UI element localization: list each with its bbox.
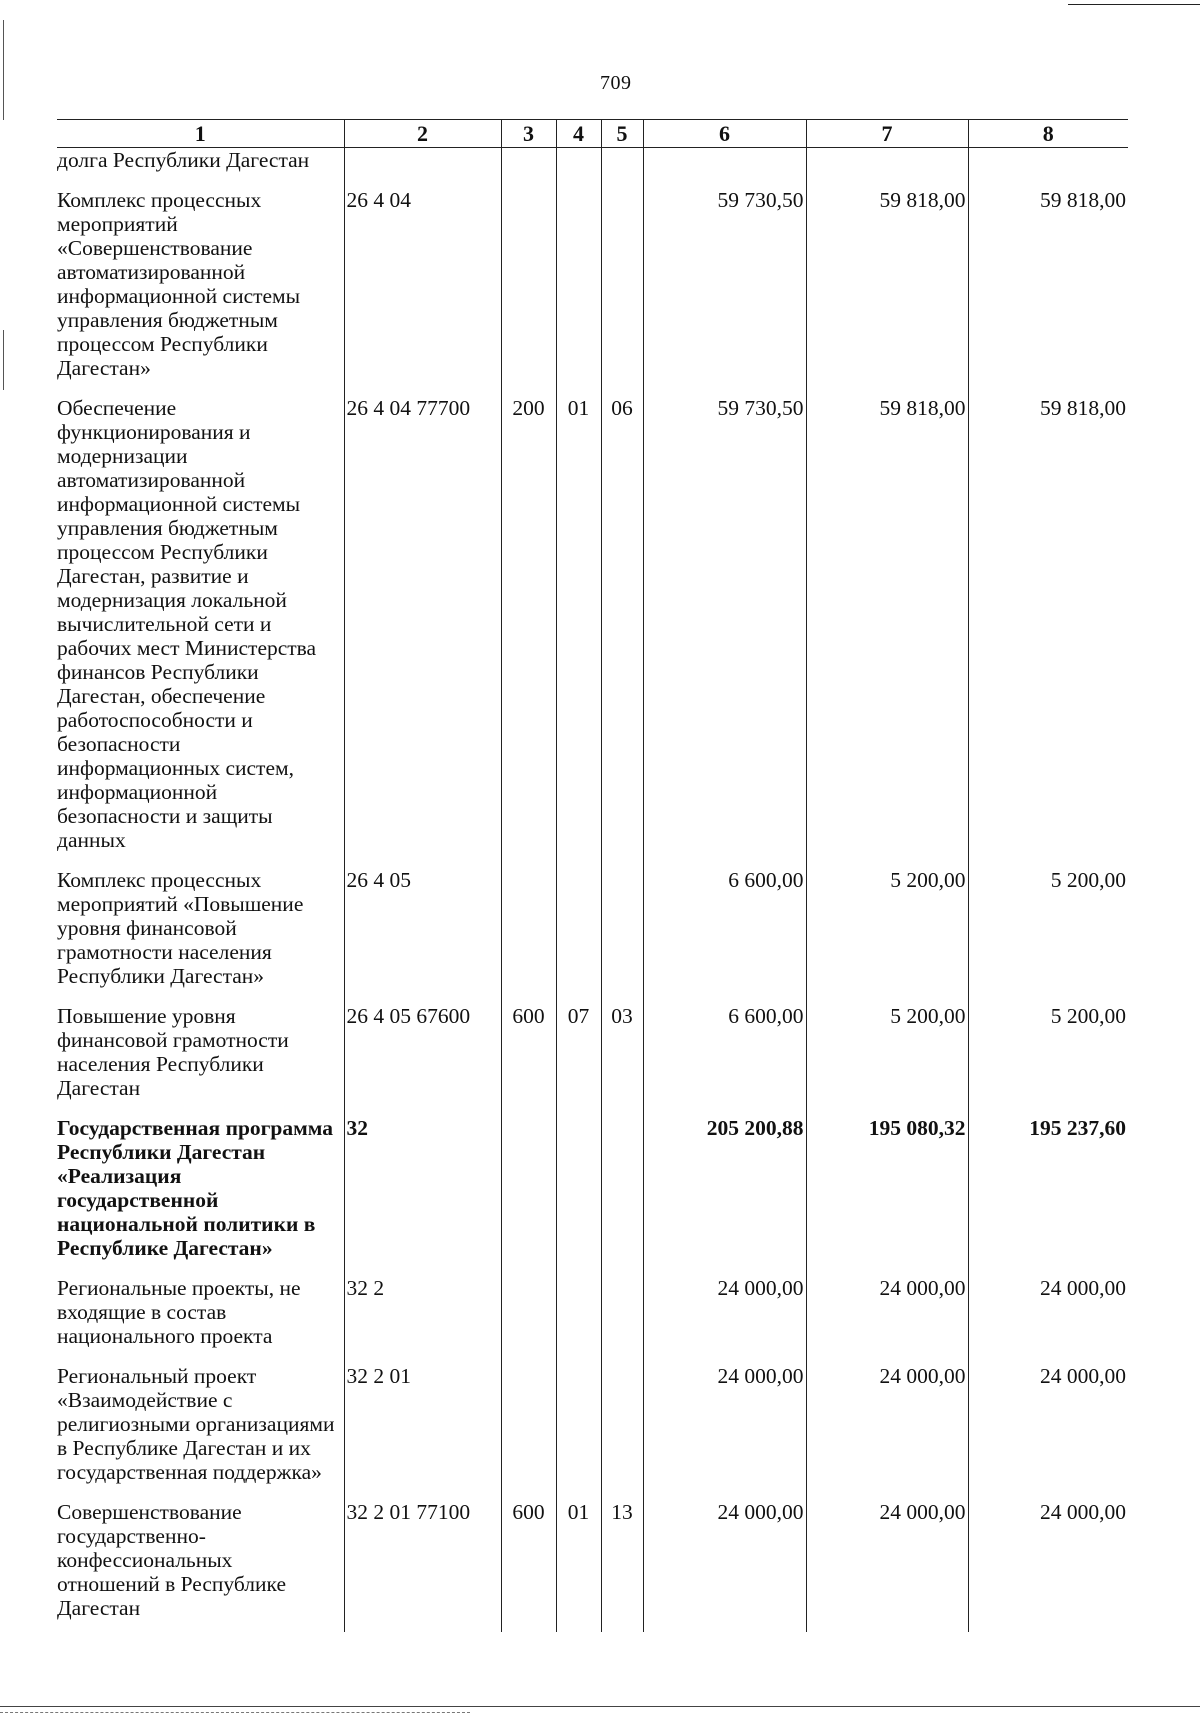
row-name: Обеспечение функционирования и модернизации автоматизированной информационной системы управления бюджетным процессом Республики Дагестан, развитие и модернизация локальной вычислительной сети и рабочих мест Министерства финансов Республики Дагестан, обеспечение работоспособности и безопасности информационных систем, информационной безопасности и защиты данных: [57, 396, 317, 852]
row-amount-col7: 59 818,00: [806, 396, 968, 868]
table-row: [57, 1004, 1128, 1116]
column-header: 7: [806, 120, 968, 148]
row-section: [556, 1116, 601, 1276]
row-expense-type: [501, 868, 556, 1004]
row-code: 32 2: [344, 1276, 501, 1364]
row-amount-col8: 5 200,00: [968, 868, 1128, 1004]
row-expense-type: 200: [501, 396, 556, 868]
row-code: 32 2 01 77100: [344, 1500, 501, 1632]
table-body: [57, 148, 1128, 1633]
row-code: 26 4 05: [344, 868, 501, 1004]
row-name: долга Республики Дагестан: [57, 148, 310, 172]
row-subsection: [601, 868, 643, 1004]
row-amount-col7: 195 080,32: [806, 1116, 968, 1276]
row-amount-col6: 24 000,00: [643, 1364, 806, 1500]
row-amount-col6: 205 200,88: [643, 1116, 806, 1276]
row-subsection: [601, 148, 643, 189]
left-edge-mark: [3, 330, 4, 390]
row-section: [556, 148, 601, 189]
budget-table: [57, 119, 1128, 1632]
row-amount-col8: 5 200,00: [968, 1004, 1128, 1116]
left-edge-mark: [3, 20, 4, 120]
row-amount-col7: [806, 148, 968, 189]
row-subsection: 06: [601, 396, 643, 868]
column-header: 1: [57, 120, 344, 148]
row-amount-col7: 5 200,00: [806, 1004, 968, 1116]
row-subsection: [601, 1116, 643, 1276]
row-section: 01: [556, 396, 601, 868]
row-code: 32 2 01: [344, 1364, 501, 1500]
top-edge-rule: [1068, 4, 1200, 5]
page-number: 709: [600, 72, 632, 94]
row-amount-col8: 24 000,00: [968, 1276, 1128, 1364]
table-row: [57, 1500, 1128, 1632]
row-name: Комплекс процессных мероприятий «Совершенствование автоматизированной информационной системы управления бюджетным процессом Республики Дагестан»: [57, 188, 301, 380]
row-amount-col6: 24 000,00: [643, 1500, 806, 1632]
row-expense-type: 600: [501, 1004, 556, 1116]
row-amount-col6: 6 600,00: [643, 1004, 806, 1116]
row-code: 26 4 04 77700: [344, 396, 501, 868]
row-amount-col6: 6 600,00: [643, 868, 806, 1004]
column-header: 2: [344, 120, 501, 148]
row-name: Региональный проект «Взаимодействие с религиозными организациями в Республике Дагестан и их государственная поддержка»: [57, 1364, 335, 1484]
row-amount-col8: [968, 148, 1128, 189]
row-amount-col8: 24 000,00: [968, 1500, 1128, 1632]
row-expense-type: [501, 1116, 556, 1276]
row-name: Комплекс процессных мероприятий «Повышение уровня финансовой грамотности населения Республики Дагестан»: [57, 868, 304, 988]
bottom-edge-dashed-rule: [0, 1712, 470, 1713]
row-section: [556, 1364, 601, 1500]
column-header: 4: [556, 120, 601, 148]
row-amount-col8: 24 000,00: [968, 1364, 1128, 1500]
row-amount-col8: 195 237,60: [968, 1116, 1128, 1276]
row-amount-col7: 59 818,00: [806, 188, 968, 396]
row-code: 26 4 05 67600: [344, 1004, 501, 1116]
row-subsection: [601, 1276, 643, 1364]
row-code: 32: [344, 1116, 501, 1276]
column-header: 8: [968, 120, 1128, 148]
table-row: [57, 396, 1128, 868]
row-name: Государственная программа Республики Дагестан «Реализация государственной национальной политики в Республике Дагестан»: [57, 1116, 334, 1260]
row-section: 07: [556, 1004, 601, 1116]
row-amount-col7: 24 000,00: [806, 1500, 968, 1632]
table-row: [57, 868, 1128, 1004]
row-amount-col6: 59 730,50: [643, 396, 806, 868]
row-code: 26 4 04: [344, 188, 501, 396]
row-name: Повышение уровня финансовой грамотности населения Республики Дагестан: [57, 1004, 289, 1100]
row-expense-type: [501, 148, 556, 189]
header-row: [57, 120, 1128, 148]
table-row: [57, 1276, 1128, 1364]
row-amount-col6: [643, 148, 806, 189]
column-header: 3: [501, 120, 556, 148]
bottom-edge-rule: [0, 1706, 1200, 1707]
row-expense-type: [501, 1364, 556, 1500]
row-amount-col7: 5 200,00: [806, 868, 968, 1004]
row-section: [556, 1276, 601, 1364]
row-subsection: 13: [601, 1500, 643, 1632]
row-section: 01: [556, 1500, 601, 1632]
row-name: Региональные проекты, не входящие в состав национального проекта: [57, 1276, 301, 1348]
row-subsection: 03: [601, 1004, 643, 1116]
table-row: [57, 148, 1128, 189]
row-amount-col7: 24 000,00: [806, 1276, 968, 1364]
row-subsection: [601, 1364, 643, 1500]
column-header: 5: [601, 120, 643, 148]
row-amount-col8: 59 818,00: [968, 188, 1128, 396]
row-section: [556, 188, 601, 396]
row-expense-type: [501, 188, 556, 396]
row-amount-col6: 24 000,00: [643, 1276, 806, 1364]
row-subsection: [601, 188, 643, 396]
table-row: [57, 188, 1128, 396]
table-row: [57, 1364, 1128, 1500]
row-code: [344, 148, 501, 189]
row-expense-type: [501, 1276, 556, 1364]
row-amount-col7: 24 000,00: [806, 1364, 968, 1500]
row-name: Совершенствование государственно-конфессиональных отношений в Республике Дагестан: [57, 1500, 286, 1620]
row-amount-col8: 59 818,00: [968, 396, 1128, 868]
column-header: 6: [643, 120, 806, 148]
row-amount-col6: 59 730,50: [643, 188, 806, 396]
row-section: [556, 868, 601, 1004]
table-row: [57, 1116, 1128, 1276]
row-expense-type: 600: [501, 1500, 556, 1632]
